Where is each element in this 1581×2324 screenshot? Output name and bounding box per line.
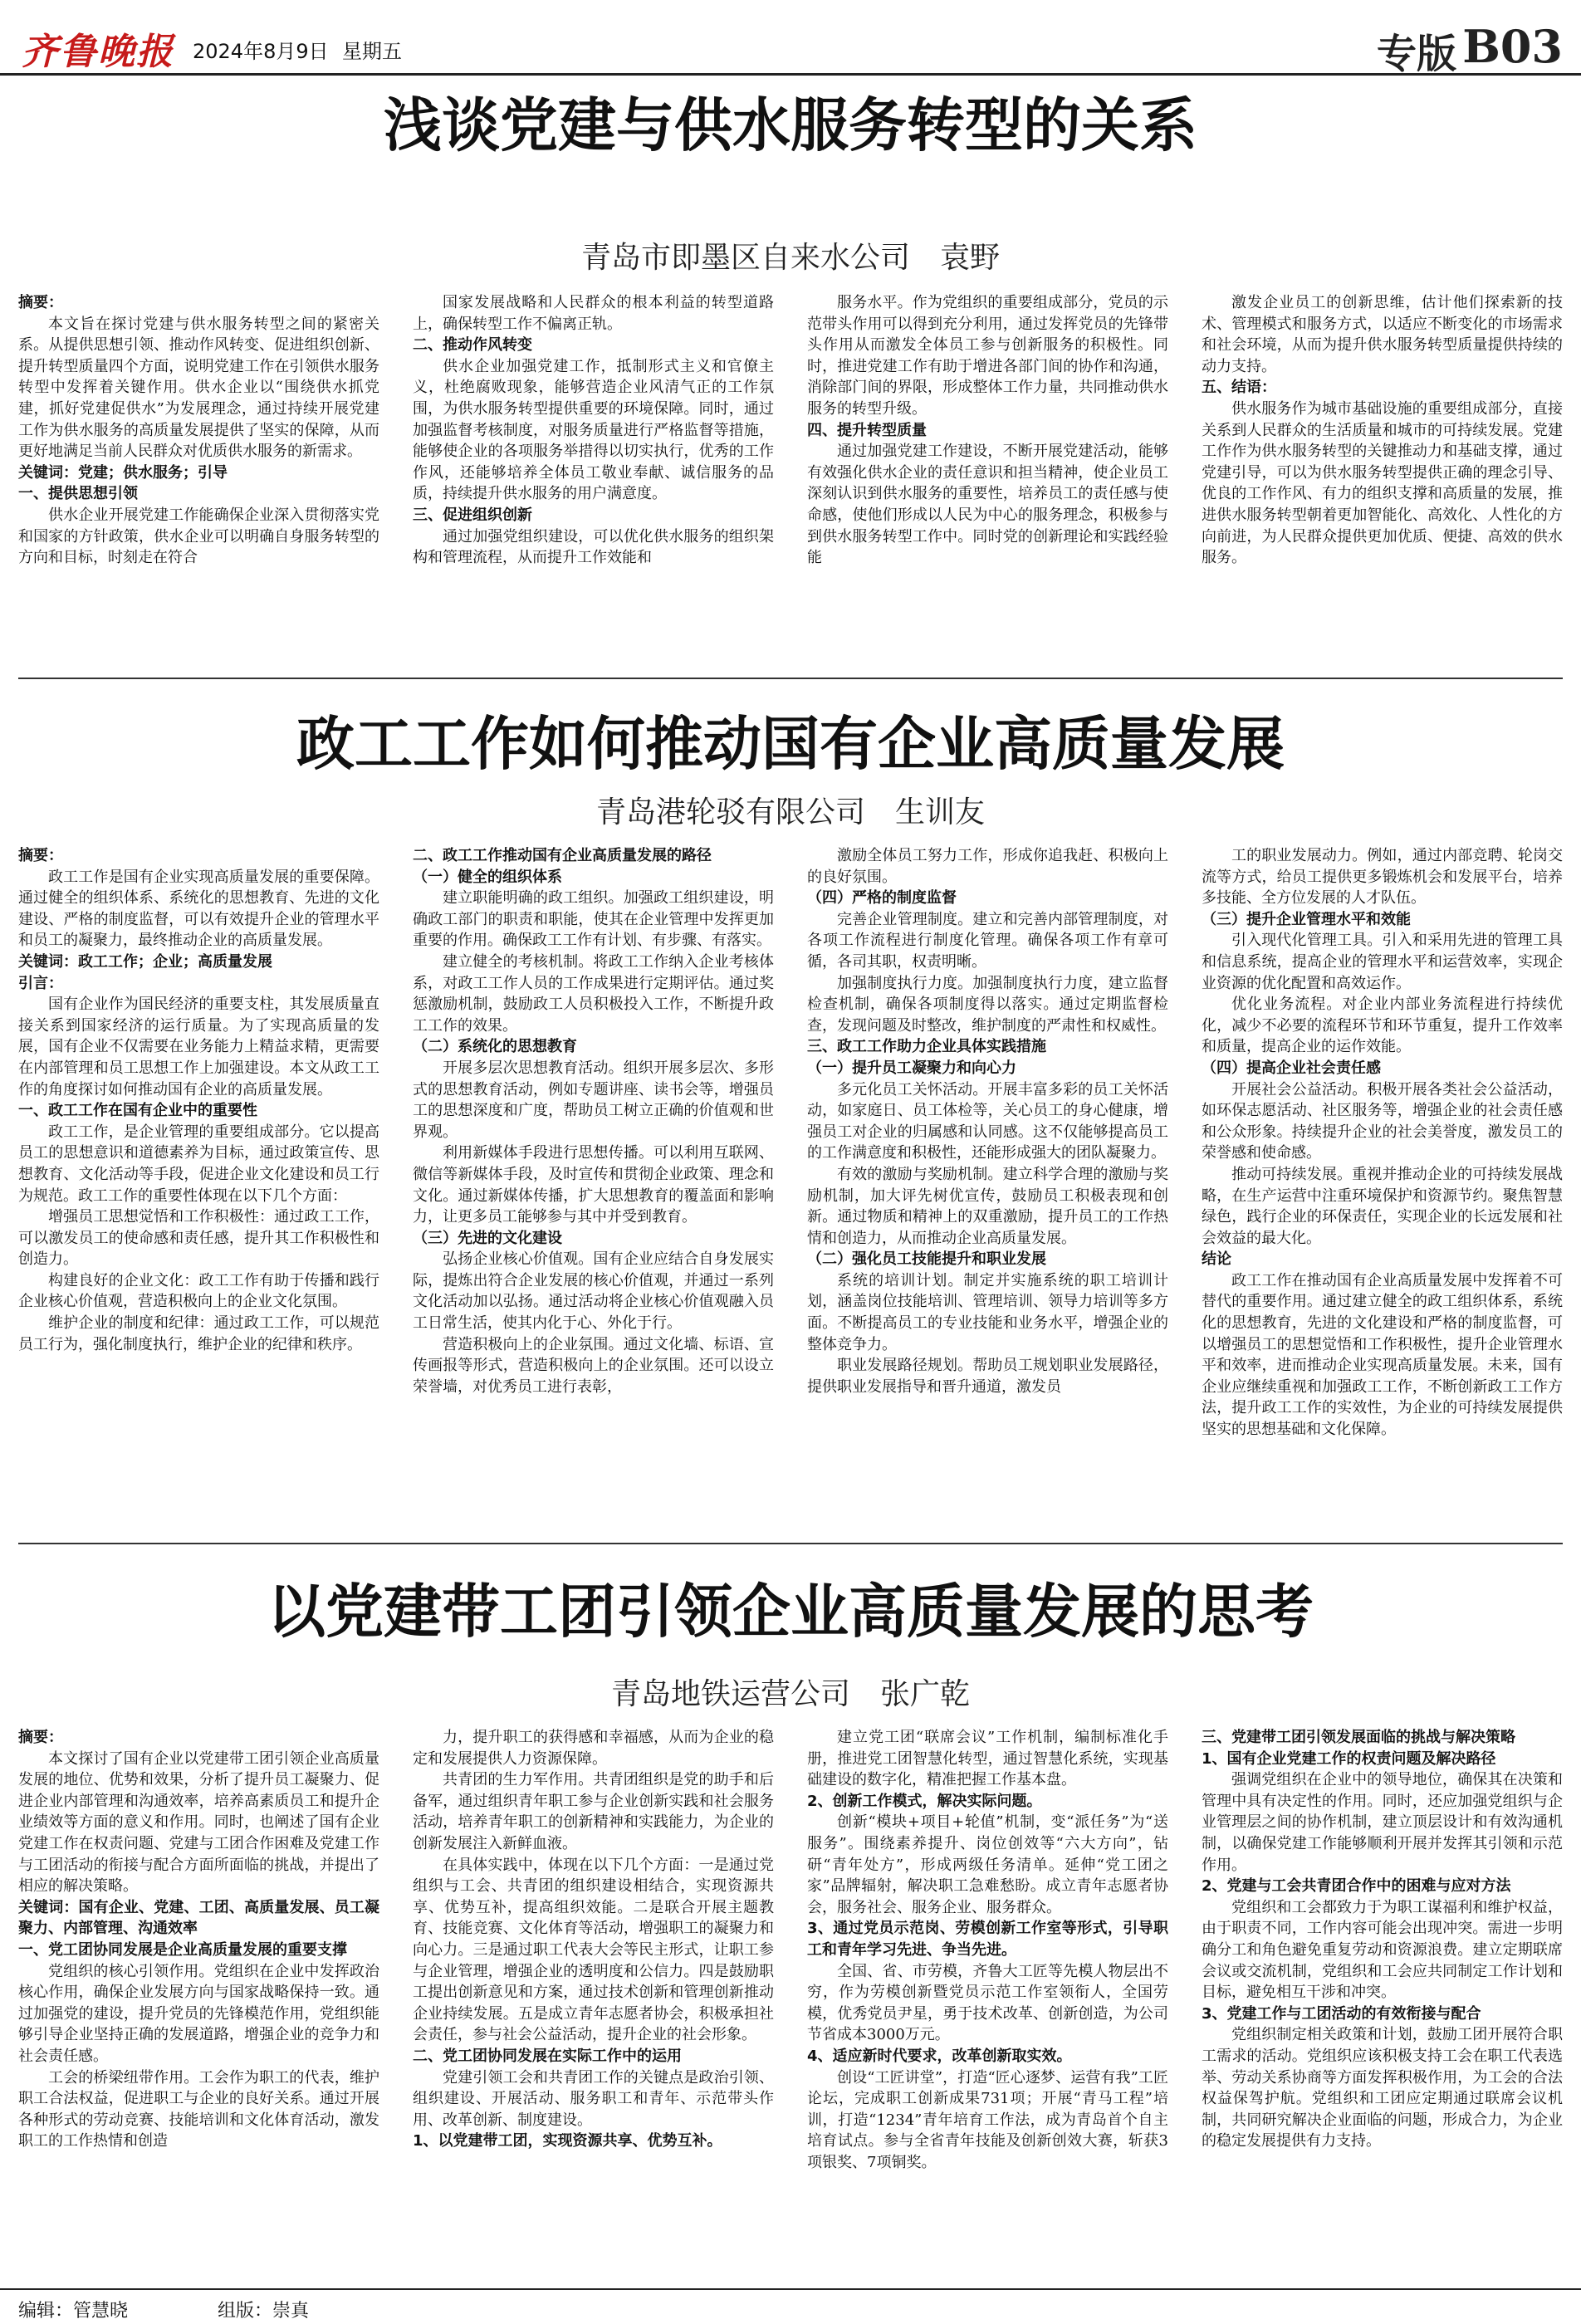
article-2-column-4 [1202,845,1563,1518]
article-2-column-2 [413,845,774,1518]
article-2-body [18,845,1563,1518]
article-1-byline: 青岛市即墨区自来水公司 袁野 [580,241,1000,275]
paragraph: 构建良好的企业文化：政工工作有助于传播和践行企业核心价值观，营造积极向上的企业文化氛围。 [18,1271,379,1311]
section-heading: 三、促进组织创新 [413,506,532,524]
section-heading: （二）系统化的思想教育 [413,1038,577,1056]
paragraph: 完善企业管理制度。建立和完善内部管理制度，对各项工作流程进行制度化管理。确保各项工作有章可循，各司其职，权责明晰。 [807,910,1168,971]
section-heading: 三、政工工作助力企业具体实践措施 [807,1038,1046,1056]
paragraph: 本文旨在探讨党建与供水服务转型之间的紧密关系。从提供思想引领、推动作风转变、促进组织创新、提升转型质量四个方面，说明党建工作在引领供水服务转型中发挥着关键作用。供水企业以“围绕供水抓党建，抓好党建促供水”为发展理念，通过持续开展党建工作为供水服务的高质量发展提供了坚实的保障，从而更好地满足当前人民群众对优质供水服务的新需求。 [18,315,379,461]
paragraph: 供水企业开展党建工作能确保企业深入贯彻落实党和国家的方针政策，供水企业可以明确自身服务转型的方向和目标，时刻走在符合 [18,506,379,567]
paragraph: 建立健全的考核机制。将政工工作纳入企业考核体系，对政工工作人员的工作成果进行定期评估。通过奖惩激励机制，鼓励政工人员积极投入工作，不断提升政工工作的效果。 [413,952,774,1035]
section-heading: 摘要： [18,847,63,864]
paragraph: 系统的培训计划。制定并实施系统的职工培训计划，涵盖岗位技能培训、管理培训、领导力培训等多方面。不断提高员工的专业技能和业务水平，增强企业的整体竞争力。 [807,1271,1168,1353]
page-number: B03 [1462,20,1563,73]
section-heading: 2、创新工作模式，解决实际问题。 [807,1792,1042,1810]
paragraph: 利用新媒体手段进行思想传播。可以利用互联网、微信等新媒体手段，及时宣传和贯彻企业政策、理念和文化。通过新媒体传播，扩大思想教育的覆盖面和影响力，让更多员工能够参与其中并受到教育。 [413,1144,774,1226]
section-heading: （一）健全的组织体系 [413,868,562,886]
article-1-body [18,292,1563,633]
paragraph: 强调党组织在企业中的领导地位，确保其在决策和管理中具有决定性的作用。同时，还应加强党组织与企业管理层之间的协作机制，建立顶层设计和有效沟通机制，以确保党建工作能够顺利开展并发挥其引领和示范作用。 [1202,1771,1563,1874]
article-2-column-1 [18,845,379,1518]
divider-2 [18,1543,1563,1544]
paragraph: 政工工作是国有企业实现高质量发展的重要保障。通过健全的组织体系、系统化的思想教育、先进的文化建设、严格的制度监督，可以有效提升企业的管理水平和员工的凝聚力，最终推动企业的高质量发展。 [18,868,379,950]
paragraph: 工会的桥梁纽带作用。工会作为职工的代表，维护职工合法权益，促进职工与企业的良好关系。通过开展各种形式的劳动竞赛、技能培训和文化体育活动，激发职工的工作热情和创造 [18,2068,379,2150]
issue-date: 2024年8月9日 [193,40,329,63]
paragraph: 激发企业员工的创新思维，估计他们探索新的技术、管理模式和服务方式，以适应不断变化的市场需求和社会环境，从而为提升供水服务转型质量提供持续的动力支持。 [1202,294,1563,375]
article-1-column-3 [807,292,1168,633]
masthead [0,0,1581,76]
section-heading: 引言： [18,974,63,992]
section-heading: 2、党建与工会共青团合作中的困难与应对方法 [1202,1877,1511,1896]
section-heading: （三）提升企业管理水平和效能 [1202,910,1411,928]
section-heading: 4、适应新时代要求，改革创新取实效。 [807,2047,1072,2065]
section-heading: （四）严格的制度监督 [807,889,957,908]
paragraph: 党组织和工会都致力于为职工谋福利和维护权益，由于职责不同，工作内容可能会出现冲突。需进一步明确分工和角色避免重复劳动和资源浪费。建立定期联席会议或交流机制，党组织和工会应共同制定工作计划和目标，避免相互干涉和冲突。 [1202,1898,1563,2002]
section-heading: 摘要： [18,294,63,311]
article-2-byline: 青岛港轮驳有限公司 生训友 [595,795,985,829]
paragraph: 增强员工思想觉悟和工作积极性：通过政工工作，可以激发员工的使命感和责任感，提升其工作积极性和创造力。 [18,1208,379,1269]
section-heading: 三、党建带工团引领发展面临的挑战与解决策略 [1202,1729,1515,1746]
section-heading: （四）提高企业社会责任感 [1202,1059,1381,1077]
section-heading: 1、国有企业党建工作的权责问题及解决路径 [1202,1749,1496,1768]
section-heading: 二、推动作风转变 [413,336,532,355]
paragraph: 有效的激励与奖励机制。建立科学合理的激励与奖励机制，加大评先树优宣传，鼓励员工积极表现和创新。通过物质和精神上的双重激励，提升员工的工作热情和创造力，从而推动企业高质量发展。 [807,1165,1168,1247]
section-heading: 3、党建工作与工团活动的有效衔接与配合 [1202,2004,1481,2023]
section-heading: （三）先进的文化建设 [413,1229,562,1247]
section-name: 专版 [1376,31,1456,77]
article-2-column-3 [807,845,1168,1518]
paragraph: 激励全体员工努力工作，形成你追我赶、积极向上的良好氛围。 [807,847,1168,886]
paragraph: 推动可持续发展。重视并推动企业的可持续发展战略，在生产运营中注重环境保护和资源节约。聚焦智慧绿色，践行企业的环保责任，实现企业的长远发展和社会效益的最大化。 [1202,1165,1563,1247]
article-2-title: 政工工作如何推动国有企业高质量发展 [296,709,1285,778]
paragraph: 弘扬企业核心价值观。国有企业应结合自身发展实际，提炼出符合企业发展的核心价值观，并通过一系列文化活动加以弘扬。通过活动将企业核心价值观融入员工日常生活，使其内化于心、外化于行。 [413,1250,774,1333]
article-3-column-1 [18,1727,379,2275]
divider-1 [18,678,1563,679]
article-3-byline: 青岛地铁运营公司 张广乾 [610,1677,970,1711]
paragraph: 通过加强党建工作建设，不断开展党建活动，能够有效强化供水企业的责任意识和担当精神，使企业员工深刻认识到供水服务的重要性，培养员工的责任感与使命感，使他们形成以人民为中心的服务理念，积极参与到供水服务转型工作中。同时党的创新理论和实践经验能 [807,443,1168,567]
paragraph: 在具体实践中，体现在以下几个方面：一是通过党组织与工会、共青团的组织建设相结合，实现资源共享、优势互补，提高组织效能。二是联合开展主题教育、技能竞赛、文化体育等活动，增强职工的凝聚力和向心力。三是通过职工代表大会等民主形式，让职工参与企业管理，增强企业的透明度和公信力。四是鼓励职工提出创新意见和方案，通过技术创新和管理创新推动企业持续发展。五是成立青年志愿者协会，积极承担社会责任，参与社会公益活动，提升企业的社会形象。 [413,1856,774,2044]
paragraph: 建立职能明确的政工组织。加强政工组织建设，明确政工部门的职责和职能，使其在企业管理中发挥更加重要的作用。确保政工工作有计划、有步骤、有落实。 [413,889,774,950]
section-heading: 四、提升转型质量 [807,421,927,439]
paragraph: 供水服务作为城市基础设施的重要组成部分，直接关系到人民群众的生活质量和城市的可持续发展。党建工作作为供水服务转型的关键推动力和基础支撑，通过党建引导，可以为供水服务转型提供正确的理念引导、优良的工作作风、有力的组织支撑和高质量的发展，推进供水服务转型朝着更加智能化、高效化、人性化的方向前进，为人民群众提供更加优质、便捷、高效的供水服务。 [1202,399,1563,567]
paragraph: 维护企业的制度和纪律：通过政工工作，可以规范员工行为，强化制度执行，维护企业的纪律和秩序。 [18,1314,379,1353]
section-heading: 摘要： [18,1729,63,1746]
section-heading: （一）提升员工凝聚力和向心力 [807,1059,1016,1077]
article-1-column-2 [413,292,774,633]
section-heading: 一、提供思想引领 [18,485,138,503]
paragraph: 加强制度执行力度。加强制度执行力度，建立监督检查机制，确保各项制度得以落实。通过定期监督检查，发现问题及时整改，维护制度的严肃性和权威性。 [807,974,1168,1035]
paragraph: 国家发展战略和人民群众的根本利益的转型道路上，确保转型工作不偏离正轨。 [413,294,774,333]
section-heading: 二、党工团协同发展在实际工作中的运用 [413,2047,682,2065]
article-1-column-1 [18,292,379,633]
article-3-column-2 [413,1727,774,2275]
paragraph: 营造积极向上的企业氛围。通过文化墙、标语、宣传画报等形式，营造积极向上的企业氛围。还可以设立荣誉墙，对优秀员工进行表彰， [413,1335,774,1396]
paragraph: 建立党工团“联席会议”工作机制，编制标准化手册，推进党工团智慧化转型，通过智慧化系统，实现基础建设的数字化，精准把握工作基本盘。 [807,1729,1168,1789]
paragraph: 引入现代化管理工具。引入和采用先进的管理工具和信息系统，提高企业的管理水平和运营效率，实现企业资源的优化配置和高效运作。 [1202,932,1563,992]
section-heading: 五、结语： [1202,379,1276,397]
paragraph: 创设“工匠讲堂”，打造“匠心逐梦、运营有我”工匠论坛，完成职工创新成果731项；开展“青马工程”培训，打造“1234”青年培育工作法，成为青岛首个自主培育试点。参与全省青年技能及创新创效大赛，斩获3项银奖、7项铜奖。 [807,2068,1168,2171]
footer-layout: 组版：崇真 [218,2301,310,2322]
section-heading: 二、政工工作推动国有企业高质量发展的路径 [413,847,712,864]
paragraph: 职业发展路径规划。帮助员工规划职业发展路径，提供职业发展指导和晋升通道，激发员 [807,1357,1168,1396]
paragraph: 政工工作在推动国有企业高质量发展中发挥着不可替代的重要作用。通过建立健全的政工组织体系，系统化的思想教育，先进的文化建设和严格的制度监督，可以增强员工的思想觉悟和工作积极性，提升企业管理水平和效率，进而推动企业实现高质量发展。未来，国有企业应继续重视和加强政工工作，不断创新政工工作方法，提升政工工作的实效性，为企业的可持续发展提供坚实的思想基础和文化保障。 [1202,1271,1563,1439]
paragraph: 党组织的核心引领作用。党组织在企业中发挥政治核心作用，确保企业发展方向与国家战略保持一致。通过加强党的建设，提升党员的先锋模范作用，党组织能够引导企业坚持正确的发展道路，增强企业的竞争力和社会责任感。 [18,1962,379,2065]
page-footer [0,2288,1581,2324]
paragraph: 本文探讨了国有企业以党建带工团引领企业高质量发展的地位、优势和效果，分析了提升员工凝聚力、促进企业内部管理和沟通效率，培养高素质员工和提升企业绩效等方面的意义和作用。同时，也阐述了国有企业党建工作在权责问题、党建与工团合作困难及党建工作与工团活动的衔接与配合方面所面临的挑战，并提出了相应的解决策略。 [18,1749,379,1896]
section-heading: 关键词：国有企业、党建、工团、高质量发展、员工凝聚力、内部管理、沟通效率 [18,1898,379,1938]
paragraph: 通过加强党组织建设，可以优化供水服务的组织架构和管理流程，从而提升工作效能和 [413,527,774,567]
article-3-body [18,1727,1563,2275]
article-1-title: 浅谈党建与供水服务转型的关系 [384,91,1197,159]
section-heading: 3、通过党员示范岗、劳模创新工作室等形式，引导职工和青年学习先进、争当先进。 [807,1920,1168,1959]
newspaper-logo: 齐鲁晚报 [22,31,174,73]
paragraph: 优化业务流程。对企业内部业务流程进行持续优化，减少不必要的流程环节和环节重复，提升工作效率和质量，提高企业的运作效能。 [1202,996,1563,1056]
paragraph: 党建引领工会和共青团工作的关键点是政治引领、组织建设、开展活动、服务职工和青年、示范带头作用、改革创新、制度建设。 [413,2068,774,2129]
paragraph: 供水企业加强党建工作，抵制形式主义和官僚主义，杜绝腐败现象，能够营造企业风清气正的工作氛围，为供水服务转型提供重要的环境保障。同时，通过加强监督考核制度，对服务质量进行严格监督等措施，能够使企业的各项服务举措得以切实执行，优秀的工作作风，还能够培养全体员工敬业奉献、诚信服务的品质，持续提升供水服务的用户满意度。 [413,357,774,503]
paragraph: 力，提升职工的获得感和幸福感，从而为企业的稳定和发展提供人力资源保障。 [413,1729,774,1768]
paragraph: 政工工作，是企业管理的重要组成部分。它以提高员工的思想意识和道德素养为目标，通过政策宣传、思想教育、文化活动等手段，促进企业文化建设和员工行为规范。政工工作的重要性体现在以下几个方面： [18,1123,379,1205]
footer-editor: 编辑：管慧晓 [18,2301,129,2322]
paragraph: 开展社会公益活动。积极开展各类社会公益活动，如环保志愿活动、社区服务等，增强企业的社会责任感和公众形象。持续提升企业的社会美誉度，激发员工的荣誉感和使命感。 [1202,1080,1563,1162]
section-heading: 关键词：政工工作；企业；高质量发展 [18,952,272,971]
paragraph: 服务水平。作为党组织的重要组成部分，党员的示范带头作用可以得到充分利用，通过发挥党员的先锋带头作用从而激发全体员工参与创新服务的积极性。同时，推进党建工作有助于增进各部门间的协作和沟通，消除部门间的界限，形成整体工作力量，共同推动供水服务的转型升级。 [807,294,1168,418]
section-heading: 一、政工工作在国有企业中的重要性 [18,1102,257,1120]
paragraph: 创新“模块+项目+轮值”机制，变“派任务”为“送服务”。围绕素养提升、岗位创效等“六大方向”，钻研“青年处方”，形成两级任务清单。延伸“党工团之家”品牌辐射，解决职工急难愁盼。成立青年志愿者协会，服务社会、服务企业、服务群众。 [807,1813,1168,1916]
section-heading: 一、党工团协同发展是企业高质量发展的重要支撑 [18,1940,347,1959]
article-3-title: 以党建带工团引领企业高质量发展的思考 [267,1577,1314,1646]
section-heading: 结论 [1202,1250,1231,1269]
section-heading: 关键词：党建；供水服务；引导 [18,463,228,482]
paragraph: 开展多层次思想教育活动。组织开展多层次、多形式的思想教育活动，例如专题讲座、读书会等，增强员工的思想深度和广度，帮助员工树立正确的价值观和世界观。 [413,1059,774,1141]
article-1-column-4 [1202,292,1563,633]
issue-weekday: 星期五 [342,40,402,63]
paragraph: 全国、省、市劳模，齐鲁大工匠等先模人物层出不穷，作为劳模创新暨党员示范工作室领衔人，全国劳模，优秀党员尹星，勇于技术改革、创新创造，为公司节省成本3000万元。 [807,1962,1168,2044]
article-3-column-4 [1202,1727,1563,2275]
paragraph: 共青团的生力军作用。共青团组织是党的助手和后备军，通过组织青年职工参与企业创新实践和社会服务活动，培养青年职工的创新精神和实践能力，为企业的创新发展注入新鲜血液。 [413,1771,774,1852]
paragraph: 工的职业发展动力。例如，通过内部竞聘、轮岗交流等方式，给员工提供更多锻炼机会和发展平台，培养多技能、全方位发展的人才队伍。 [1202,847,1563,908]
article-3-column-3 [807,1727,1168,2275]
section-heading: 1、以党建带工团，实现资源共享、优势互补。 [413,2132,722,2150]
paragraph: 多元化员工关怀活动。开展丰富多彩的员工关怀活动，如家庭日、员工体检等，关心员工的身心健康，增强员工对企业的归属感和认同感。这不仅能够提高员工的工作满意度和积极性，还能形成强大的团队凝聚力。 [807,1080,1168,1162]
paragraph: 党组织制定相关政策和计划，鼓励工团开展符合职工需求的活动。党组织应该积极支持工会在职工代表选举、劳动关系协商等方面发挥积极作用，为工会的合法权益保驾护航。党组织和工团应定期通过联席会议机制，共同研究解决企业面临的问题，形成合力，为企业的稳定发展提供有力支持。 [1202,2026,1563,2150]
section-heading: （二）强化员工技能提升和职业发展 [807,1250,1046,1269]
paragraph: 国有企业作为国民经济的重要支柱，其发展质量直接关系到国家经济的运行质量。为了实现高质量的发展，国有企业不仅需要在业务能力上精益求精，更需要在内部管理和员工思想工作上加强建设。本文从政工工作的角度探讨如何推动国有企业的高质量发展。 [18,996,379,1098]
